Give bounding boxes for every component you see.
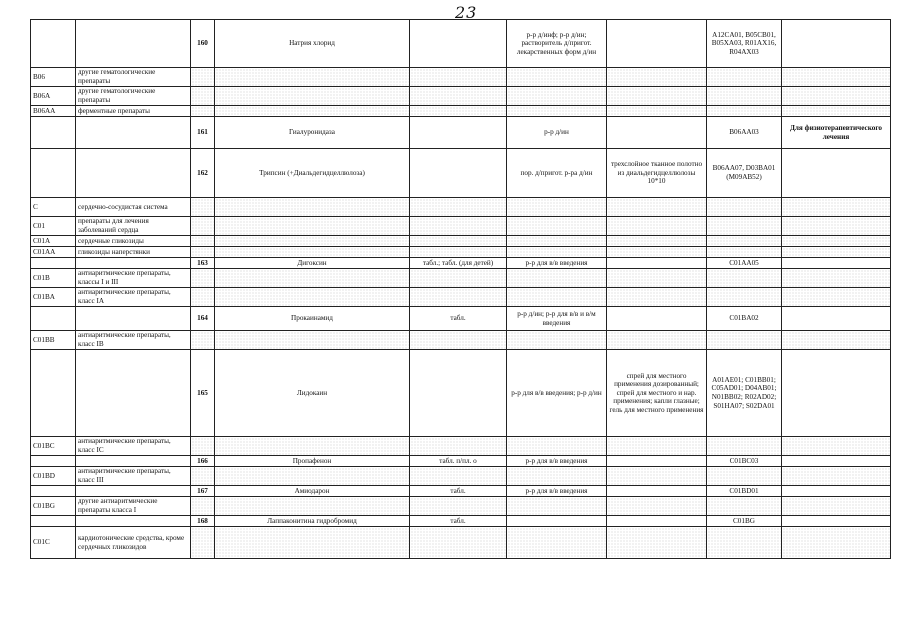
blank-cell xyxy=(707,269,782,288)
blank-cell xyxy=(410,269,507,288)
group-name-cell: другие гематологические препараты xyxy=(76,68,191,87)
group-name-cell xyxy=(76,258,191,269)
atc-code-cell: C01BG xyxy=(707,516,782,527)
number-cell: 165 xyxy=(191,350,215,437)
blank-cell xyxy=(215,198,410,217)
blank-cell xyxy=(191,467,215,486)
blank-cell xyxy=(410,236,507,247)
group-name-cell: кардиотонические средства, кроме сердечных гликозидов xyxy=(76,527,191,559)
group-row xyxy=(31,247,891,258)
blank-cell xyxy=(707,467,782,486)
drug-name-cell: Лаппаконитина гидробромид xyxy=(215,516,410,527)
route-form-cell: р-р для в/в введения xyxy=(507,486,607,497)
blank-cell xyxy=(410,217,507,236)
other-form-cell: трехслойное тканное полотно из диальдегидцеллюлозы 10*10 xyxy=(607,149,707,198)
code-cell: C01C xyxy=(31,527,76,559)
blank-cell xyxy=(782,68,891,87)
dosage-form-cell: табл. п/пл. о xyxy=(410,456,507,467)
group-row xyxy=(31,437,891,456)
route-form-cell: р-р для в/в введения xyxy=(507,456,607,467)
blank-cell xyxy=(507,236,607,247)
group-name-cell xyxy=(76,516,191,527)
drug-name-cell: Лидокаин xyxy=(215,350,410,437)
group-row xyxy=(31,106,891,117)
blank-cell xyxy=(782,527,891,559)
code-cell xyxy=(31,149,76,198)
blank-cell xyxy=(215,288,410,307)
blank-cell xyxy=(607,106,707,117)
other-form-cell xyxy=(607,456,707,467)
blank-cell xyxy=(191,198,215,217)
atc-code-cell: C01BD01 xyxy=(707,486,782,497)
atc-code-cell: C01BC03 xyxy=(707,456,782,467)
blank-cell xyxy=(191,236,215,247)
blank-cell xyxy=(782,437,891,456)
note-cell xyxy=(782,516,891,527)
blank-cell xyxy=(191,87,215,106)
drug-row xyxy=(31,149,891,198)
blank-cell xyxy=(410,247,507,258)
code-cell xyxy=(31,516,76,527)
blank-cell xyxy=(507,467,607,486)
blank-cell xyxy=(782,217,891,236)
blank-cell xyxy=(707,236,782,247)
blank-cell xyxy=(191,527,215,559)
code-cell: B06 xyxy=(31,68,76,87)
blank-cell xyxy=(507,288,607,307)
blank-cell xyxy=(707,437,782,456)
group-name-cell xyxy=(76,456,191,467)
blank-cell xyxy=(507,269,607,288)
group-row xyxy=(31,467,891,486)
blank-cell xyxy=(607,331,707,350)
atc-code-cell: C01AA05 xyxy=(707,258,782,269)
blank-cell xyxy=(215,331,410,350)
drug-name-cell: Дигоксин xyxy=(215,258,410,269)
group-row xyxy=(31,497,891,516)
number-cell: 163 xyxy=(191,258,215,269)
group-row xyxy=(31,288,891,307)
drug-row xyxy=(31,307,891,331)
blank-cell xyxy=(782,467,891,486)
blank-cell xyxy=(607,288,707,307)
group-row xyxy=(31,87,891,106)
drug-name-cell: Амиодарон xyxy=(215,486,410,497)
atc-code-cell: A01AE01; C01BB01; C05AD01; D04AB01; N01BB02; R02AD02; S01HA07; S02DA01 xyxy=(707,350,782,437)
number-cell: 162 xyxy=(191,149,215,198)
group-name-cell xyxy=(76,486,191,497)
blank-cell xyxy=(410,467,507,486)
blank-cell xyxy=(607,527,707,559)
group-row xyxy=(31,269,891,288)
group-name-cell: сердечные гликозиды xyxy=(76,236,191,247)
blank-cell xyxy=(410,198,507,217)
group-name-cell xyxy=(76,149,191,198)
blank-cell xyxy=(782,198,891,217)
blank-cell xyxy=(215,527,410,559)
group-row xyxy=(31,236,891,247)
blank-cell xyxy=(707,331,782,350)
blank-cell xyxy=(507,198,607,217)
blank-cell xyxy=(782,106,891,117)
blank-cell xyxy=(191,269,215,288)
blank-cell xyxy=(507,527,607,559)
blank-cell xyxy=(782,87,891,106)
route-form-cell: р-р для в/в введения; р-р д/ин xyxy=(507,350,607,437)
blank-cell xyxy=(215,497,410,516)
code-cell xyxy=(31,350,76,437)
blank-cell xyxy=(191,247,215,258)
blank-cell xyxy=(191,68,215,87)
blank-cell xyxy=(191,331,215,350)
drug-row xyxy=(31,20,891,68)
dosage-form-cell: табл. xyxy=(410,516,507,527)
code-cell: C01BA xyxy=(31,288,76,307)
blank-cell xyxy=(507,87,607,106)
blank-cell xyxy=(607,497,707,516)
group-name-cell xyxy=(76,307,191,331)
dosage-form-cell: табл. xyxy=(410,486,507,497)
number-cell: 166 xyxy=(191,456,215,467)
blank-cell xyxy=(507,217,607,236)
drug-name-cell: Прокаинамид xyxy=(215,307,410,331)
code-cell: B06AA xyxy=(31,106,76,117)
group-name-cell: антиаритмические препараты, класс IC xyxy=(76,437,191,456)
group-row xyxy=(31,527,891,559)
note-cell xyxy=(782,258,891,269)
note-cell xyxy=(782,20,891,68)
drug-row xyxy=(31,258,891,269)
drug-row xyxy=(31,117,891,149)
blank-cell xyxy=(607,247,707,258)
blank-cell xyxy=(507,437,607,456)
blank-cell xyxy=(215,87,410,106)
code-cell xyxy=(31,307,76,331)
group-name-cell: другие антиаритмические препараты класса I xyxy=(76,497,191,516)
number-cell: 164 xyxy=(191,307,215,331)
blank-cell xyxy=(707,87,782,106)
group-name-cell: антиаритмические препараты, классы I и III xyxy=(76,269,191,288)
other-form-cell xyxy=(607,516,707,527)
page-number: 23 xyxy=(455,3,478,22)
group-row xyxy=(31,217,891,236)
blank-cell xyxy=(410,527,507,559)
drug-name-cell: Пропафенон xyxy=(215,456,410,467)
blank-cell xyxy=(607,269,707,288)
blank-cell xyxy=(191,497,215,516)
group-row xyxy=(31,331,891,350)
drug-name-cell: Гиалуронидаза xyxy=(215,117,410,149)
group-name-cell xyxy=(76,117,191,149)
number-cell: 167 xyxy=(191,486,215,497)
route-form-cell: р-р д/ин xyxy=(507,117,607,149)
atc-code-cell: C01BA02 xyxy=(707,307,782,331)
group-name-cell: ферментные препараты xyxy=(76,106,191,117)
blank-cell xyxy=(607,437,707,456)
blank-cell xyxy=(191,106,215,117)
group-row xyxy=(31,68,891,87)
blank-cell xyxy=(215,269,410,288)
group-name-cell: другие гематологические препараты xyxy=(76,87,191,106)
dosage-form-cell xyxy=(410,20,507,68)
code-cell xyxy=(31,20,76,68)
blank-cell xyxy=(707,68,782,87)
group-row xyxy=(31,198,891,217)
drug-name-cell: Натрия хлорид xyxy=(215,20,410,68)
blank-cell xyxy=(215,247,410,258)
group-name-cell xyxy=(76,20,191,68)
other-form-cell xyxy=(607,486,707,497)
dosage-form-cell xyxy=(410,149,507,198)
note-cell xyxy=(782,307,891,331)
other-form-cell xyxy=(607,307,707,331)
dosage-form-cell: табл. xyxy=(410,307,507,331)
blank-cell xyxy=(215,68,410,87)
code-cell: C01A xyxy=(31,236,76,247)
route-form-cell xyxy=(507,516,607,527)
blank-cell xyxy=(410,437,507,456)
code-cell xyxy=(31,117,76,149)
number-cell: 161 xyxy=(191,117,215,149)
group-name-cell: антиаритмические препараты, класс IB xyxy=(76,331,191,350)
blank-cell xyxy=(782,269,891,288)
blank-cell xyxy=(191,288,215,307)
other-form-cell xyxy=(607,117,707,149)
blank-cell xyxy=(607,87,707,106)
dosage-form-cell: табл.; табл. (для детей) xyxy=(410,258,507,269)
code-cell: C01B xyxy=(31,269,76,288)
blank-cell xyxy=(707,288,782,307)
dosage-form-cell xyxy=(410,350,507,437)
code-cell xyxy=(31,456,76,467)
drug-row xyxy=(31,456,891,467)
drug-row xyxy=(31,516,891,527)
blank-cell xyxy=(215,437,410,456)
blank-cell xyxy=(215,467,410,486)
blank-cell xyxy=(215,217,410,236)
other-form-cell xyxy=(607,258,707,269)
code-cell: C01BD xyxy=(31,467,76,486)
blank-cell xyxy=(782,331,891,350)
blank-cell xyxy=(410,288,507,307)
group-name-cell: препараты для лечения заболеваний сердца xyxy=(76,217,191,236)
blank-cell xyxy=(707,527,782,559)
blank-cell xyxy=(607,467,707,486)
route-form-cell: р-р для в/в введения xyxy=(507,258,607,269)
drug-name-cell: Трипсин (+Диальдегидцеллюлоза) xyxy=(215,149,410,198)
route-form-cell: р-р д/инф; р-р д/ин; растворитель д/пригот. лекарственных форм д/ин xyxy=(507,20,607,68)
note-cell: Для физиотерапевтического лечения xyxy=(782,117,891,149)
group-name-cell: антиаритмические препараты, класс IA xyxy=(76,288,191,307)
group-name-cell: гликозиды наперстянки xyxy=(76,247,191,258)
blank-cell xyxy=(215,106,410,117)
blank-cell xyxy=(191,217,215,236)
route-form-cell: пор. д/пригот. р-ра д/ин xyxy=(507,149,607,198)
group-name-cell xyxy=(76,350,191,437)
blank-cell xyxy=(707,217,782,236)
code-cell: C01AA xyxy=(31,247,76,258)
code-cell: C01BC xyxy=(31,437,76,456)
blank-cell xyxy=(707,247,782,258)
note-cell xyxy=(782,149,891,198)
blank-cell xyxy=(507,68,607,87)
other-form-cell: спрей для местного применения дозированный; спрей для местного и нар. применения; капли глазные; гель для местного применения xyxy=(607,350,707,437)
blank-cell xyxy=(707,106,782,117)
atc-code-cell: B06AA07, D03BA01 (M09AB52) xyxy=(707,149,782,198)
blank-cell xyxy=(782,288,891,307)
note-cell xyxy=(782,456,891,467)
drug-register-table xyxy=(30,19,891,559)
blank-cell xyxy=(507,106,607,117)
blank-cell xyxy=(707,497,782,516)
atc-code-cell: B06AA03 xyxy=(707,117,782,149)
blank-cell xyxy=(507,247,607,258)
number-cell: 168 xyxy=(191,516,215,527)
group-name-cell: сердечно-сосудистая система xyxy=(76,198,191,217)
code-cell: C01BB xyxy=(31,331,76,350)
blank-cell xyxy=(410,497,507,516)
code-cell xyxy=(31,258,76,269)
dosage-form-cell xyxy=(410,117,507,149)
drug-row xyxy=(31,350,891,437)
blank-cell xyxy=(410,331,507,350)
code-cell: C01 xyxy=(31,217,76,236)
blank-cell xyxy=(607,198,707,217)
note-cell xyxy=(782,350,891,437)
blank-cell xyxy=(410,87,507,106)
blank-cell xyxy=(707,198,782,217)
atc-code-cell: A12CA01, B05CB01, B05XA03, R01AX16, R04AX03 xyxy=(707,20,782,68)
number-cell: 160 xyxy=(191,20,215,68)
code-cell: C01BG xyxy=(31,497,76,516)
blank-cell xyxy=(782,236,891,247)
blank-cell xyxy=(410,68,507,87)
code-cell: C xyxy=(31,198,76,217)
blank-cell xyxy=(215,236,410,247)
note-cell xyxy=(782,486,891,497)
blank-cell xyxy=(507,497,607,516)
blank-cell xyxy=(782,497,891,516)
code-cell xyxy=(31,486,76,497)
route-form-cell: р-р д/ин; р-р для в/в и в/м введения xyxy=(507,307,607,331)
blank-cell xyxy=(607,68,707,87)
code-cell: B06A xyxy=(31,87,76,106)
blank-cell xyxy=(607,236,707,247)
other-form-cell xyxy=(607,20,707,68)
blank-cell xyxy=(607,217,707,236)
drug-row xyxy=(31,486,891,497)
blank-cell xyxy=(507,331,607,350)
blank-cell xyxy=(410,106,507,117)
blank-cell xyxy=(782,247,891,258)
group-name-cell: антиаритмические препараты, класс III xyxy=(76,467,191,486)
blank-cell xyxy=(191,437,215,456)
